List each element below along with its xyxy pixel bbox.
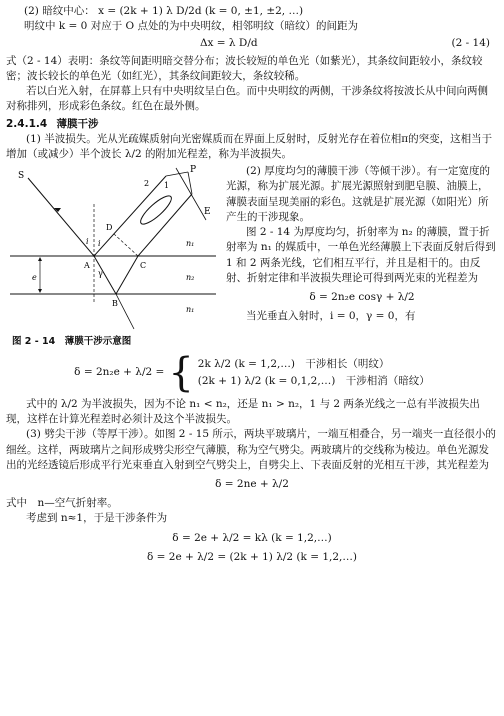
equation-cases xyxy=(6,349,498,396)
equation-2-14-number: (2 - 14) xyxy=(451,37,490,50)
equation-wedge: δ = 2ne + λ/2 xyxy=(215,478,289,491)
label-1: 1 xyxy=(164,181,170,191)
figure-side-text xyxy=(226,164,498,349)
paragraph-half-wave-note: 式中的 λ/2 为半波损失，因为不论 n₁ < n₂，还是 n₁ > n₂，1 与 2 两条光线之一总有半波损失出现，这样在计算光程差时必须计及这个半波损失。 xyxy=(6,397,480,426)
label-n1-top: n₁ xyxy=(186,239,195,249)
paragraph-wedge: (3) 劈尖干涉（等厚干涉）。如图 2 - 15 所示，两块平玻璃片，一端互相叠合，另一端夹一直径很小的细丝。这样，两玻璃片之间形成劈尖形空气薄膜，称为空气劈尖。两玻璃片的交线称为棱边。单色光源发出的光经透镜后形成平行光束垂直入射到空气劈尖上，自劈尖上、下表面反射的光相互干涉，其光程差为 xyxy=(6,428,496,471)
thickness-arrow-top xyxy=(38,257,42,261)
label-a: A xyxy=(84,261,90,271)
line-consider: 考虑到 n≈1，于是干涉条件为 xyxy=(26,512,168,525)
thin-film-figure xyxy=(6,164,218,349)
label-n2: n₂ xyxy=(186,273,195,283)
label-s: S xyxy=(18,171,25,182)
section-title: 薄膜干涉 xyxy=(56,117,99,130)
label-n1-bottom: n₁ xyxy=(186,305,195,315)
ray-2-to-p xyxy=(188,172,192,194)
cases-lines xyxy=(198,355,430,391)
label-b: B xyxy=(112,299,118,309)
paragraph-equal-inclination: (2) 厚度均匀的薄膜干涉（等倾干涉）。有一定宽度的光源，称为扩展光源。扩展光源照射到肥皂膜、油膜上，薄膜表面呈现美丽的彩色。这就是扩展光源（如阳光）所产生的干涉现象。 xyxy=(226,165,490,223)
dark-fringe-formula: x = (2k + 1) λ D/2d (k = 0, ±1, ±2, …) xyxy=(98,5,304,17)
wavefront-cd xyxy=(114,234,138,256)
line-bright-fringe: 明纹中 k = 0 对应于 O 点处的为中央明纹，相邻明纹（暗纹）的间距为 xyxy=(24,20,358,33)
document-page xyxy=(6,4,498,569)
case-constructive: 2k λ/2 (k = 1,2,…) 干涉相长（明纹） xyxy=(197,357,390,370)
label-2: 2 xyxy=(144,179,150,189)
label-d: D xyxy=(106,223,113,233)
label-e: E xyxy=(204,207,211,218)
label-p: P xyxy=(190,165,197,176)
paragraph-half-wave-loss: (1) 半波损失。光从光疏媒质射向光密媒质而在界面上反射时，反射光存在着位相π的突变，这相当于增加（或减少）半个波长 λ/2 的附加光程差，称为半波损失。 xyxy=(6,132,493,160)
paragraph-spacing: 式（2 - 14）表明：条纹等间距明暗交替分布；波长较短的单色光（如紫光），其条纹间距较小，条纹较密；波长较长的单色光（如红光），其条纹间距较大，条纹较稀。 xyxy=(6,54,483,82)
thickness-arrow-bottom xyxy=(38,289,42,293)
incident-ray xyxy=(28,178,94,256)
line-where: 式中 n—空气折射率。 xyxy=(6,497,118,510)
transmitted-ray xyxy=(116,294,134,329)
line-dark-fringe xyxy=(6,4,498,19)
equation-2-14 xyxy=(6,34,498,53)
label-i-2: i xyxy=(98,239,101,249)
paragraph-white-light: 若以白光入射，在屏幕上只有中央明纹呈白色。而中央明纹的两侧，干涉条纹将按波长从中间向两侧对称排列，形成彩色条纹。红色在最外侧。 xyxy=(6,85,488,113)
reflected-ray-2 xyxy=(138,194,195,256)
reflected-ray-1 xyxy=(94,176,166,256)
label-c: C xyxy=(140,261,147,271)
cases-brace: { xyxy=(168,349,194,396)
paragraph-film-description: 图 2 - 14 为厚度均匀，折射率为 n₂ 的薄膜，置于折射率为 n₁ 的媒质中，一单色光经薄膜上下表面反射后得到 1 和 2 两条光线，它们相互平行，并且是相干的。由反射、折射定律和半波损失理论可得到两光束的光程差为 xyxy=(226,226,496,284)
ray-1-to-p xyxy=(166,172,188,176)
figure-row xyxy=(6,164,498,349)
screen-e xyxy=(176,168,206,220)
case-destructive: (2k + 1) λ/2 (k = 0,1,2,…) 干涉相消（暗纹） xyxy=(197,374,430,387)
equation-2-14-formula: Δx = λ D/d xyxy=(199,37,258,50)
cases-lhs: δ = 2n₂e + λ/2 = xyxy=(74,366,165,379)
lens xyxy=(137,192,175,228)
section-heading xyxy=(6,117,498,132)
equation-path-difference: δ = 2n₂e cosγ + λ/2 xyxy=(309,290,415,303)
line-normal-incidence: 当光垂直入射时，i = 0，γ = 0，有 xyxy=(246,310,416,323)
dark-fringe-label: (2) 暗纹中心： xyxy=(24,5,95,17)
refracted-ray-bc xyxy=(116,256,138,294)
thin-film-diagram xyxy=(6,164,218,334)
equation-dark-condition: δ = 2e + λ/2 = (2k + 1) λ/2 (k = 1,2,…) xyxy=(146,550,357,563)
figure-caption: 图 2 - 14 薄膜干涉示意图 xyxy=(12,336,132,348)
section-number: 2.4.1.4 xyxy=(6,117,48,130)
label-e-thickness: e xyxy=(32,273,37,283)
equation-bright-condition: δ = 2e + λ/2 = kλ (k = 1,2,…) xyxy=(172,531,332,544)
label-gamma: γ xyxy=(98,269,103,279)
label-i-1: i xyxy=(86,237,89,247)
